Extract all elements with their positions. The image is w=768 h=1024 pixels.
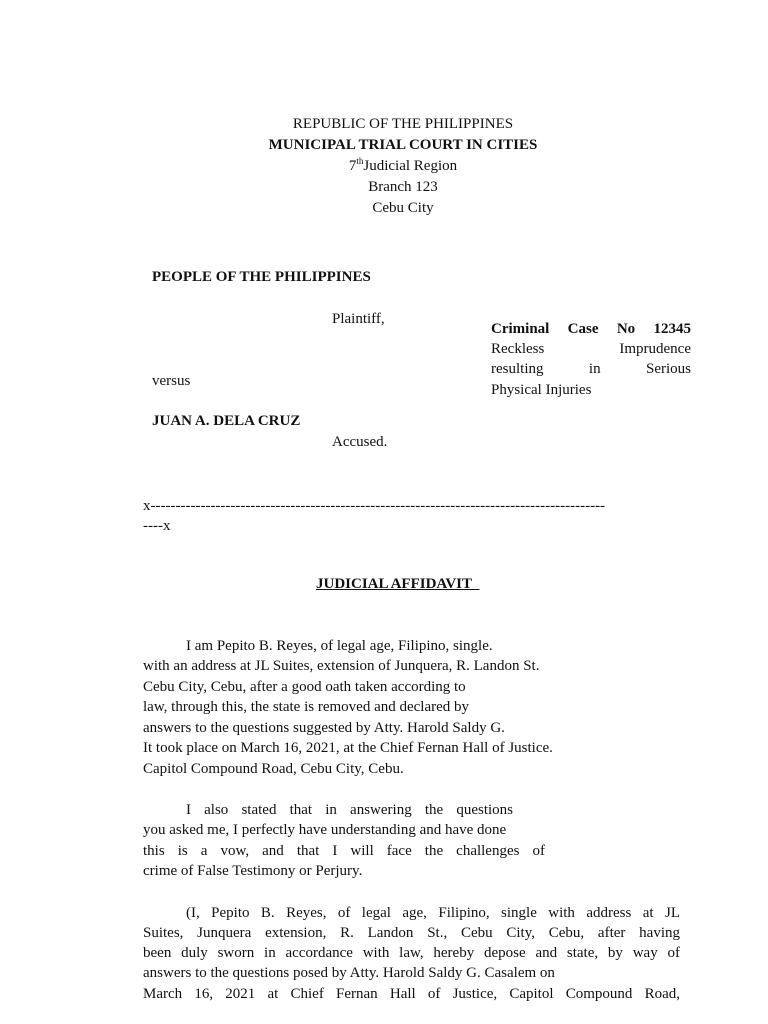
p2-line-4: crime of False Testimony or Perjury. — [143, 863, 363, 879]
p1-line-5: answers to the questions suggested by Atty. Harold Saldy G. — [143, 720, 505, 736]
offense-line-1: Reckless Imprudence — [491, 341, 691, 357]
header-region — [0, 156, 768, 176]
accused-name: JUAN A. DELA CRUZ — [152, 413, 301, 429]
p3-line-2: Suites, Junquera extension, R. Landon St., Cebu City, Cebu, after having — [143, 925, 680, 941]
header-republic: REPUBLIC OF THE PHILIPPINES — [292, 116, 514, 132]
header-city: Cebu City — [372, 200, 434, 216]
header-branch: Branch 123 — [368, 179, 438, 195]
plaintiff-role: Plaintiff, — [332, 311, 385, 327]
case-number: Criminal Case No 12345 — [491, 321, 691, 337]
divider-line-2: ----x — [143, 518, 171, 534]
region-suffix: th — [356, 156, 364, 166]
header-court: MUNICIPAL TRIAL COURT IN CITIES — [268, 137, 538, 153]
p2-line-1: I also stated that in answering the questions — [186, 802, 513, 818]
plaintiff-name: PEOPLE OF THE PHILIPPINES — [152, 269, 371, 285]
offense-line-3: Physical Injuries — [491, 382, 592, 398]
p3-line-5: March 16, 2021 at Chief Fernan Hall of Justice, Capitol Compound Road, — [143, 986, 680, 1002]
p1-line-7: Capitol Compound Road, Cebu City, Cebu. — [143, 761, 404, 777]
p3-line-3: been duly sworn in accordance with law, hereby depose and state, by way of — [143, 945, 680, 961]
p2-line-2: you asked me, I perfectly have understanding and have done — [143, 822, 507, 838]
p1-line-6: It took place on March 16, 2021, at the Chief Fernan Hall of Justice. — [143, 740, 553, 756]
document-title-text: JUDICIAL AFFIDAVIT — [316, 576, 473, 592]
p1-line-2: with an address at JL Suites, extension of Junquera, R. Landon St. — [143, 658, 540, 674]
versus-label: versus — [152, 373, 191, 389]
p3-line-4: answers to the questions posed by Atty. Harold Saldy G. Casalem on — [143, 965, 555, 981]
p3-line-1: (I, Pepito B. Reyes, of legal age, Filipino, single with address at JL — [186, 905, 680, 921]
accused-role: Accused. — [332, 434, 388, 450]
region-number: 7 — [348, 158, 357, 174]
document-title — [316, 574, 480, 594]
p1-line-4: law, through this, the state is removed and declared by — [143, 699, 470, 715]
region-text: Judicial Region — [363, 158, 458, 174]
divider-line-1: x------------------------------------------------------------------------------------------- — [143, 498, 606, 514]
p1-line-1: I am Pepito B. Reyes, of legal age, Filipino, single. — [186, 638, 493, 654]
p1-line-3: Cebu City, Cebu, after a good oath taken according to — [143, 679, 466, 695]
offense-line-2: resulting in Serious — [491, 361, 691, 377]
p2-line-3: this is a vow, and that I will face the challenges of — [143, 843, 545, 859]
